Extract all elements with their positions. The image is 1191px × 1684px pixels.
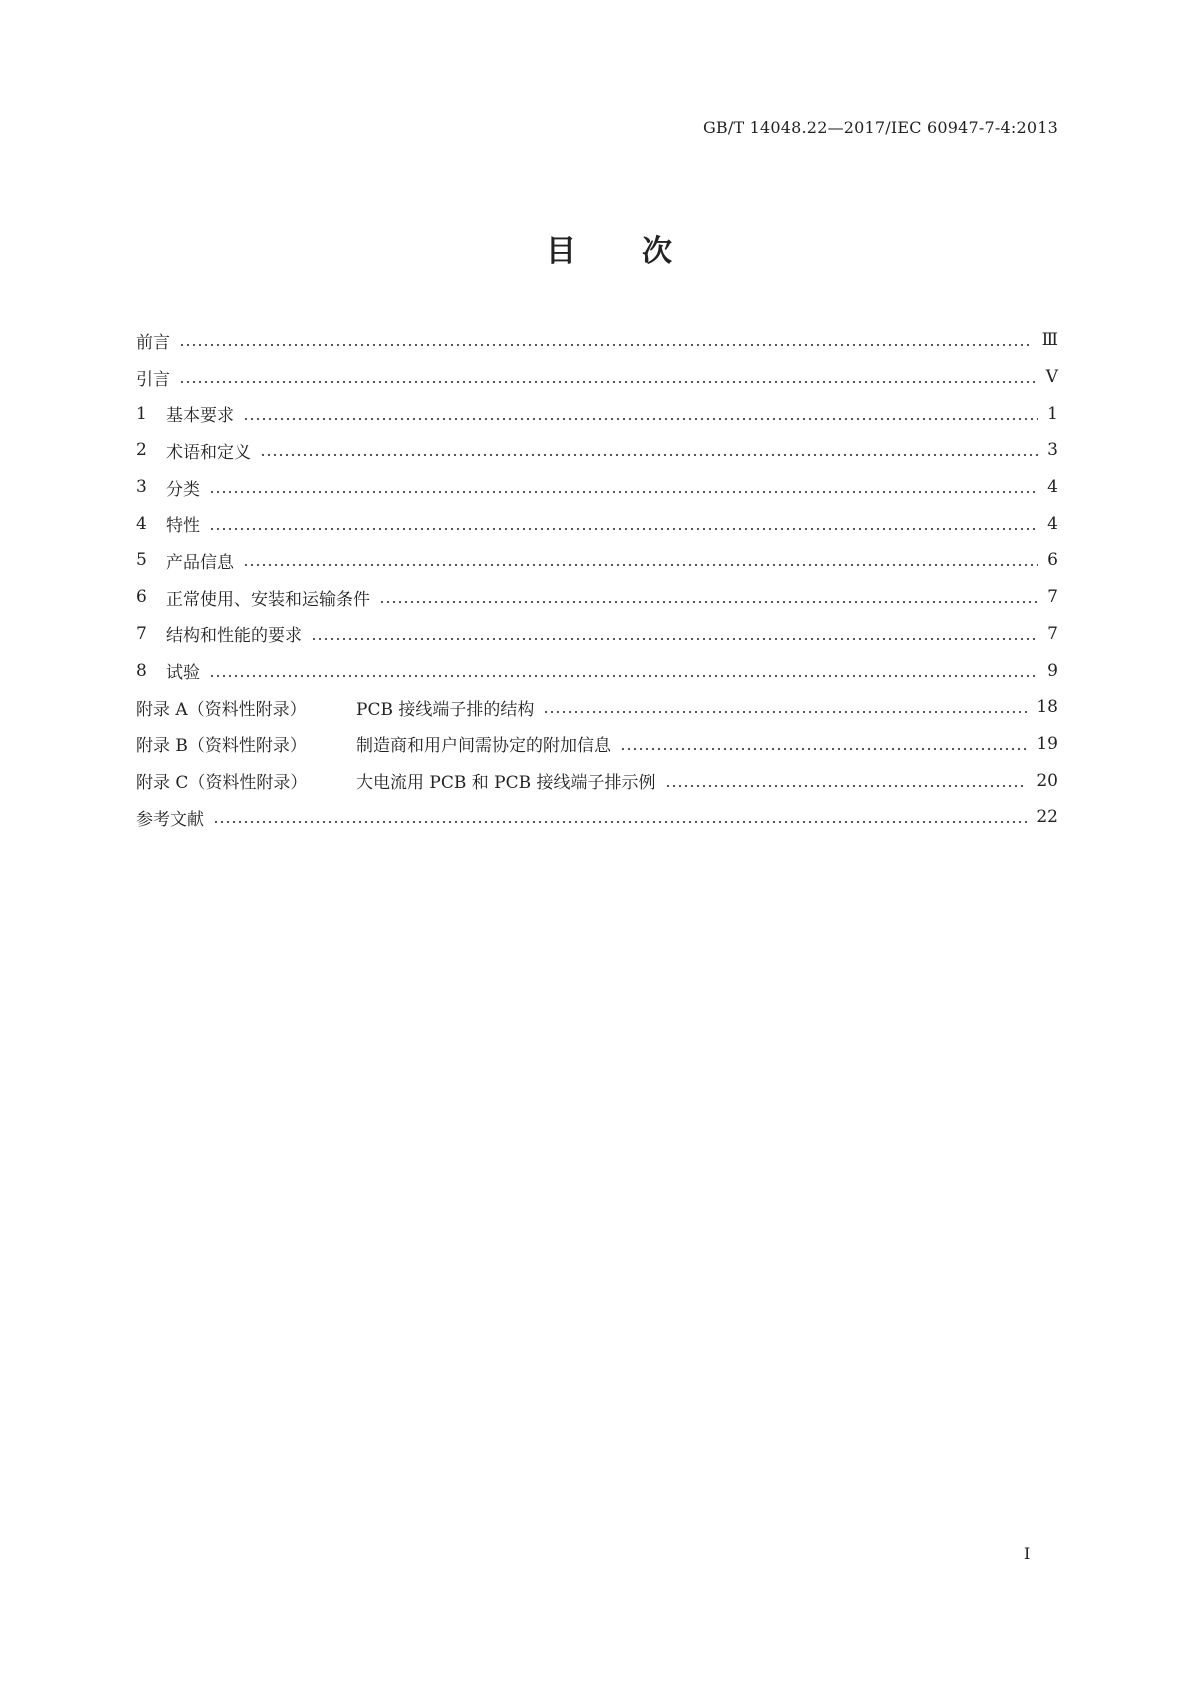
toc-entry-section-4 [136,505,1058,542]
toc-entry-section-8 [136,652,1058,689]
leader-dots [209,674,1038,678]
toc-entry-page: 4 [1047,477,1058,498]
toc-entry-page: 19 [1036,733,1058,754]
leader-dots [311,637,1038,641]
table-of-contents [136,322,1058,836]
toc-entry-appendix-prefix: 附录 C（资料性附录） [136,773,308,794]
toc-entry-page: 20 [1036,770,1058,791]
toc-entry-label: 产品信息 [166,552,234,573]
toc-entry-section-6 [136,579,1058,616]
leader-dots [260,453,1038,457]
toc-entry-page: Ⅲ [1041,330,1058,351]
toc-entry-page: 9 [1047,660,1058,681]
toc-entry-appendix-c [136,762,1058,799]
toc-entry-number: 5 [136,550,147,571]
leader-dots [543,710,1027,714]
toc-entry-label: 分类 [166,479,200,500]
toc-entry-number: 7 [136,623,147,644]
toc-entry-appendix-prefix: 附录 B（资料性附录） [136,736,307,757]
toc-entry-label: 试验 [166,663,200,684]
toc-entry-page: 7 [1047,623,1058,644]
toc-entry-section-3 [136,469,1058,506]
toc-entry-section-7 [136,616,1058,653]
toc-entry-label: 特性 [166,516,200,537]
toc-entry-page: 6 [1047,550,1058,571]
toc-entry-label: 基本要求 [166,406,234,427]
leader-dots [243,563,1038,567]
toc-entry-number: 3 [136,477,147,498]
leader-dots [620,747,1027,751]
toc-entry-number: 6 [136,587,147,608]
leader-dots [379,600,1038,604]
standard-code-header: GB/T 14048.22—2017/IEC 60947-7-4:2013 [702,118,1058,137]
leader-dots [243,417,1038,421]
toc-entry-appendix-prefix: 附录 A（资料性附录） [136,699,307,720]
toc-entry-page: 22 [1036,807,1058,828]
toc-entry-label: 大电流用 PCB 和 PCB 接线端子排示例 [356,773,656,794]
toc-entry-page: 4 [1047,513,1058,534]
page-title [546,226,672,270]
toc-entry-number: 1 [136,403,147,424]
toc-entry-appendix-b [136,726,1058,763]
toc-entry-page: 3 [1047,440,1058,461]
page-number-footer: I [1024,1544,1031,1563]
toc-entry-appendix-a [136,689,1058,726]
toc-entry-number: 8 [136,660,147,681]
toc-entry-label: 结构和性能的要求 [166,626,302,647]
leader-dots [209,490,1038,494]
title-char-first: 目 [546,234,576,269]
leader-dots [665,784,1028,788]
title-char-second: 次 [642,234,672,269]
leader-dots [179,343,1033,347]
toc-entry-label: 制造商和用户间需协定的附加信息 [356,736,611,757]
toc-entry-foreword [136,322,1058,359]
toc-entry-page: 7 [1047,587,1058,608]
toc-entry-bibliography [136,799,1058,836]
toc-entry-label: PCB 接线端子排的结构 [356,699,535,720]
toc-entry-page: Ⅴ [1045,367,1058,388]
toc-entry-label: 参考文献 [136,809,204,830]
toc-entry-label: 正常使用、安装和运输条件 [166,589,370,610]
toc-entry-section-1 [136,395,1058,432]
toc-entry-label: 术语和定义 [166,442,251,463]
toc-entry-label: 前言 [136,332,170,353]
toc-entry-page: 1 [1047,403,1058,424]
toc-entry-number: 4 [136,513,147,534]
toc-entry-introduction [136,359,1058,396]
toc-entry-page: 18 [1036,697,1058,718]
toc-entry-section-5 [136,542,1058,579]
leader-dots [179,380,1037,384]
toc-entry-section-2 [136,432,1058,469]
leader-dots [213,820,1027,824]
leader-dots [209,527,1038,531]
toc-entry-number: 2 [136,440,147,461]
toc-entry-label: 引言 [136,369,170,390]
